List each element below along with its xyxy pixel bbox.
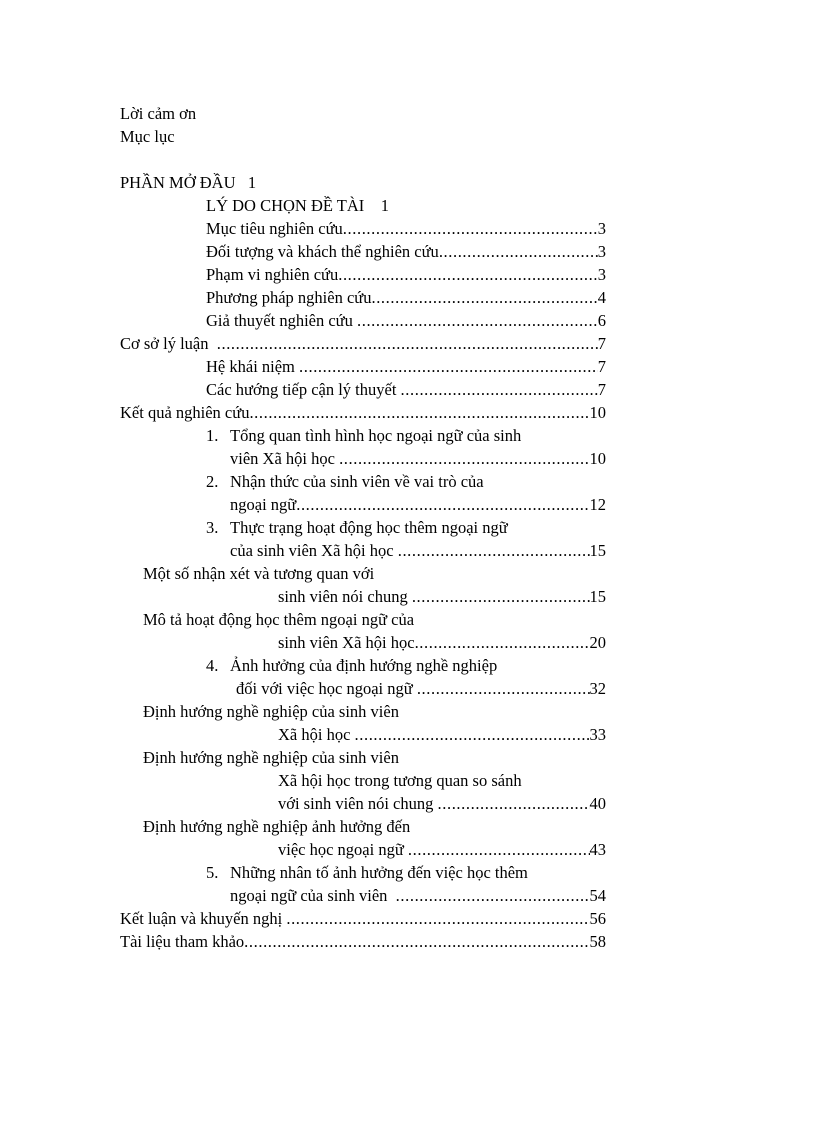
toc-entry: đối với việc học ngoại ngữ ..... 32 bbox=[236, 678, 606, 700]
toc-entry: Định hướng nghề nghiệp của sinh viên bbox=[143, 702, 399, 721]
toc-entry: việc học ngoại ngữ ..... 43 bbox=[278, 839, 606, 861]
toc-entry: Phương pháp nghiên cứu ..... 4 bbox=[206, 287, 606, 309]
toc-entry: Tổng quan tình hình học ngoại ngữ của sinh bbox=[230, 426, 522, 445]
front-contents: Mục lục bbox=[120, 127, 175, 146]
toc-entry: của sinh viên Xã hội học ..... 15 bbox=[230, 540, 606, 562]
toc-entry: Tài liệu tham khảo ..... 58 bbox=[120, 931, 606, 953]
front-acknowledgements: Lời cảm ơn bbox=[120, 104, 197, 123]
toc-entry: Kết luận và khuyến nghị ..... 56 bbox=[120, 908, 606, 930]
toc-entry: Nhận thức của sinh viên về vai trò của bbox=[230, 472, 484, 491]
toc-reason-heading: LÝ DO CHỌN ĐỀ TÀI bbox=[206, 196, 365, 215]
toc-entry: Định hướng nghề nghiệp ảnh hưởng đến bbox=[143, 817, 411, 836]
toc-entry: Mục tiêu nghiên cứu ..... 3 bbox=[206, 218, 606, 240]
toc-entry: sinh viên nói chung ..... 15 bbox=[278, 586, 606, 608]
toc-number: 5. bbox=[206, 863, 219, 882]
toc-number: 1. bbox=[206, 426, 219, 445]
toc-number: 4. bbox=[206, 656, 219, 675]
toc-entry: Kết quả nghiên cứu ..... 10 bbox=[120, 402, 606, 424]
toc-entry: Thực trạng hoạt động học thêm ngoại ngữ bbox=[230, 518, 508, 537]
toc-entry: Mô tả hoạt động học thêm ngoại ngữ của bbox=[143, 610, 415, 629]
toc-reason-page: 1 bbox=[380, 196, 390, 215]
toc-entry: Ảnh hưởng của định hướng nghề nghiệp bbox=[230, 656, 498, 675]
toc-entry: sinh viên Xã hội học ..... 20 bbox=[278, 632, 606, 654]
toc-entry: Phạm vi nghiên cứu ..... 3 bbox=[206, 264, 606, 286]
toc-entry: ngoại ngữ của sinh viên ..... 54 bbox=[230, 885, 606, 907]
toc-entry: Cơ sở lý luận ..... 7 bbox=[120, 333, 606, 355]
toc-entry: Đối tượng và khách thể nghiên cứu ..... 3 bbox=[206, 241, 606, 263]
toc-entry: Các hướng tiếp cận lý thuyết ..... 7 bbox=[206, 379, 606, 401]
toc-entry: Những nhân tố ảnh hưởng đến việc học thêm bbox=[230, 863, 528, 882]
toc-intro bbox=[120, 172, 256, 194]
toc-entry: Định hướng nghề nghiệp của sinh viên bbox=[143, 748, 399, 767]
toc-intro-page: 1 bbox=[247, 173, 257, 192]
toc-entry: Xã hội học ..... 33 bbox=[278, 724, 606, 746]
toc-entry: với sinh viên nói chung ..... 40 bbox=[278, 793, 606, 815]
toc-reason bbox=[206, 195, 389, 217]
toc-number: 3. bbox=[206, 518, 219, 537]
toc-entry: ngoại ngữ ..... 12 bbox=[230, 494, 606, 516]
toc-entry: viên Xã hội học ..... 10 bbox=[230, 448, 606, 470]
toc-number: 2. bbox=[206, 472, 219, 491]
toc-intro-heading: PHẦN MỞ ĐẦU bbox=[120, 173, 236, 192]
toc-entry: Một số nhận xét và tương quan với bbox=[143, 564, 375, 583]
toc-entry: Hệ khái niệm ..... 7 bbox=[206, 356, 606, 378]
toc-entry: Xã hội học trong tương quan so sánh bbox=[278, 771, 522, 790]
toc-entry: Giả thuyết nghiên cứu ..... 6 bbox=[206, 310, 606, 332]
